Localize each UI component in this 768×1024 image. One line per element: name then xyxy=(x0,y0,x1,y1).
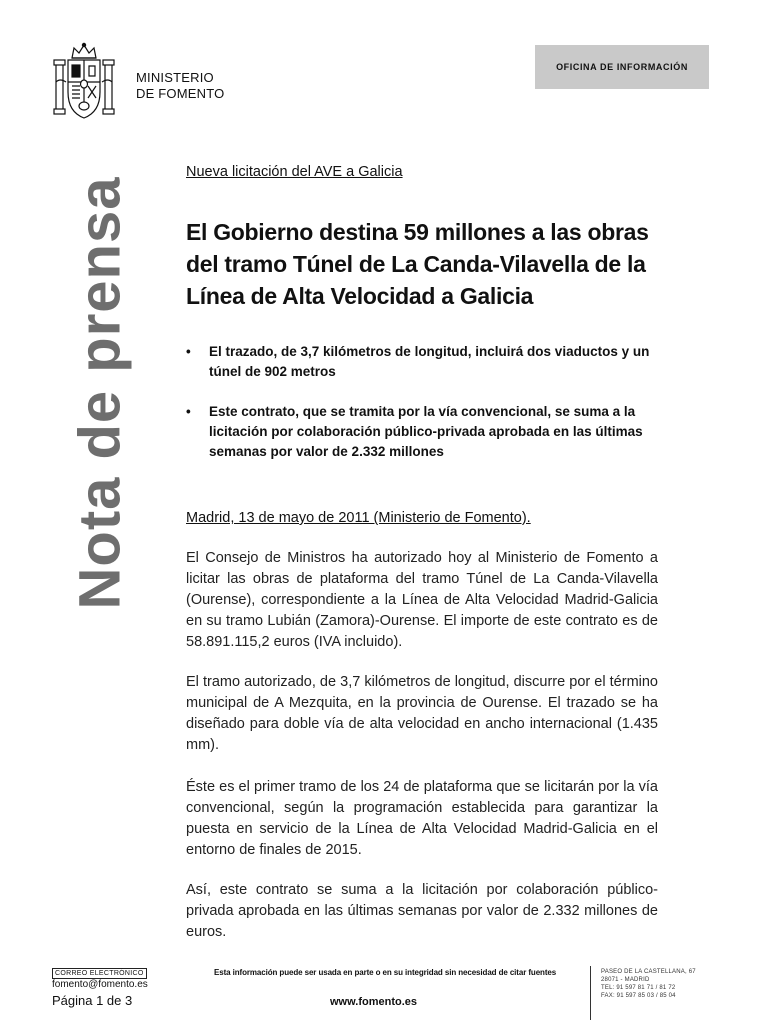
body-paragraph: Éste es el primer tramo de los 24 de plataforma que se licitarán por la vía convencional, según la programación establecida para garantizar la puesta en servicio de la Línea de Alta Velocidad Madrid-Galicia en el entorno de finales de 2015. xyxy=(186,779,658,858)
email-label: CORREO ELECTRÓNICO xyxy=(52,968,147,979)
address-line: PASEO DE LA CASTELLANA, 67 xyxy=(601,969,696,975)
highlight-text: El trazado, de 3,7 kilómetros de longitud, incluirá dos viaductos y un túnel de 902 metros xyxy=(209,344,650,379)
highlight-item xyxy=(186,342,664,382)
postal-address xyxy=(601,968,696,1000)
dateline: Madrid, 13 de mayo de 2011 (Ministerio de Fomento). xyxy=(186,510,531,526)
address-line: TEL: 91 597 81 71 / 81 72 xyxy=(601,985,676,991)
body-paragraph: El tramo autorizado, de 3,7 kilómetros de longitud, discurre por el término municipal de A Mezquita, en la provincia de Ourense. El trazado se ha diseñado para doble vía de alta velocidad en ancho internacional (1.435 mm). xyxy=(186,674,658,753)
address-line: FAX: 91 597 85 03 / 85 04 xyxy=(601,993,676,999)
subtitle: Nueva licitación del AVE a Galicia xyxy=(186,164,403,180)
email-link[interactable]: fomento@fomento.es xyxy=(52,979,148,990)
footer-divider xyxy=(590,966,591,1020)
office-label: OFICINA DE INFORMACIÓN xyxy=(556,62,688,72)
ministry-line-1: MINISTERIO xyxy=(136,70,214,85)
ministry-line-2: DE FOMENTO xyxy=(136,86,225,101)
coat-of-arms-logo xyxy=(52,42,116,122)
body-paragraph: El Consejo de Ministros ha autorizado hoy al Ministerio de Fomento a licitar las obras de plataforma del tramo Túnel de La Canda-Vilavella (Ourense), correspondiente a la Línea de Alta Velocidad Madrid-Galicia en su tramo Lubián (Zamora)-Ourense. El importe de este contrato es de 58.891.115,2 euros (IVA incluido). xyxy=(186,550,658,650)
page-number: Página 1 de 3 xyxy=(52,993,133,1008)
usage-disclaimer: Esta información puede ser usada en parte o en su integridad sin necesidad de citar fuentes xyxy=(214,968,557,977)
press-note-side-text: Nota de prensa xyxy=(67,176,132,609)
highlights-list xyxy=(186,342,664,482)
highlight-item xyxy=(186,402,664,462)
website-link[interactable]: www.fomento.es xyxy=(330,996,417,1008)
body-paragraph: Así, este contrato se suma a la licitación por colaboración público-privada aprobada en las últimas semanas por valor de 2.332 millones de euros. xyxy=(186,882,658,940)
headline: El Gobierno destina 59 millones a las obras del tramo Túnel de La Canda-Vilavella de la Línea de Alta Velocidad a Galicia xyxy=(186,219,649,309)
office-label-box xyxy=(535,45,709,89)
press-note-side-label xyxy=(60,176,140,609)
bullet-icon: • xyxy=(186,344,191,359)
bullet-icon: • xyxy=(186,404,191,419)
ministry-name xyxy=(136,70,224,102)
highlight-text: Este contrato, que se tramita por la vía convencional, se suma a la licitación por colaboración público-privada aprobada en las últimas semanas por valor de 2.332 millones xyxy=(209,404,643,459)
address-line: 28071 - MADRID xyxy=(601,977,650,983)
